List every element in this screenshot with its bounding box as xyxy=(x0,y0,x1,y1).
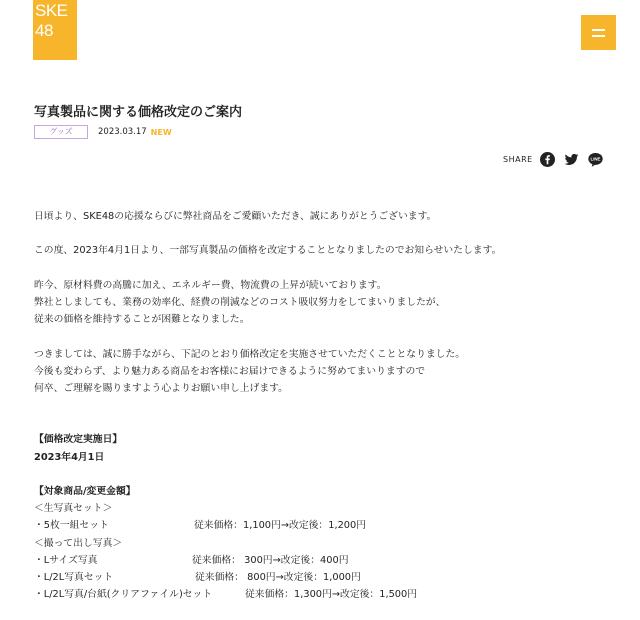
line-icon[interactable] xyxy=(588,152,603,167)
article-date: 2023.03.17 xyxy=(98,127,147,137)
product-name: ・L/2L写真/台紙(クリアファイル)セット xyxy=(34,589,213,601)
products-heading: 【対象商品/変更金額】 xyxy=(34,486,136,497)
body-paragraph-4-line: 今後も変わらず、より魅力ある商品をお客様にお届けできるように努めてまいりますので xyxy=(34,365,426,377)
twitter-icon[interactable] xyxy=(564,152,579,167)
product-row xyxy=(34,552,614,569)
menu-icon-bar-bottom xyxy=(592,35,605,37)
body-paragraph-3-line: 従来の価格を維持することが困難となりました。 xyxy=(34,314,250,326)
ske48-logo[interactable] xyxy=(33,0,77,60)
product-price: 従来価格： 800円→改定後：1,000円 xyxy=(195,571,361,583)
share-label: SHARE xyxy=(503,155,533,164)
facebook-icon[interactable] xyxy=(540,152,555,167)
product-row xyxy=(34,517,614,534)
product-group-heading: ＜生写真セット＞ xyxy=(34,503,113,515)
share-bar xyxy=(503,152,603,167)
product-name: ・L/2L写真セット xyxy=(34,571,114,583)
logo-text-top: SKE xyxy=(35,1,68,20)
body-paragraph-2: この度、2023年4月1日より、一部写真製品の価格を改定することとなりましたのでお知らせいたします。 xyxy=(34,245,502,257)
product-price: 従来価格：1,300円→改定後：1,500円 xyxy=(245,589,418,601)
product-name: ・Lサイズ写真 xyxy=(34,554,98,566)
article-meta xyxy=(34,125,172,139)
product-price: 従来価格： 300円→改定後：400円 xyxy=(192,554,349,566)
menu-icon-bar-top xyxy=(592,29,605,31)
product-row xyxy=(34,586,614,603)
line-icon-text: LINE xyxy=(590,156,601,162)
product-name: ・5枚一組セット xyxy=(34,520,109,532)
body-paragraph-4-line: 何卒、ご理解を賜りますよう心よりお願い申し上げます。 xyxy=(34,382,288,394)
product-price: 従来価格：1,100円→改定後：1,200円 xyxy=(194,520,367,532)
new-badge: NEW xyxy=(150,127,172,137)
logo-text-bottom: 48 xyxy=(35,21,53,40)
body-paragraph-3-line: 弊社としましても、業務の効率化、経費の削減などのコスト吸収努力をしてまいりましたが、 xyxy=(34,296,446,308)
effective-date: 2023年4月1日 xyxy=(34,451,105,463)
product-row xyxy=(34,569,614,586)
effective-date-heading: 【価格改定実施日】 xyxy=(34,434,123,446)
category-tag[interactable]: グッズ xyxy=(34,125,88,139)
article-title: 写真製品に関する価格改定のご案内 xyxy=(34,105,243,120)
body-paragraph-3-line: 昨今、原材料費の高騰に加え、エネルギー費、物流費の上昇が続いております。 xyxy=(34,279,387,291)
body-paragraph-4-line: つきましては、誠に勝手ながら、下記のとおり価格改定を実施させていただくこととなりました。 xyxy=(34,348,466,360)
article-body xyxy=(34,208,614,603)
body-paragraph-1: 日頃より、SKE48の応援ならびに弊社商品をご愛顧いただき、誠にありがとうございます。 xyxy=(34,211,437,222)
menu-button[interactable] xyxy=(581,15,616,50)
product-group-heading: ＜撮って出し写真＞ xyxy=(34,537,123,549)
